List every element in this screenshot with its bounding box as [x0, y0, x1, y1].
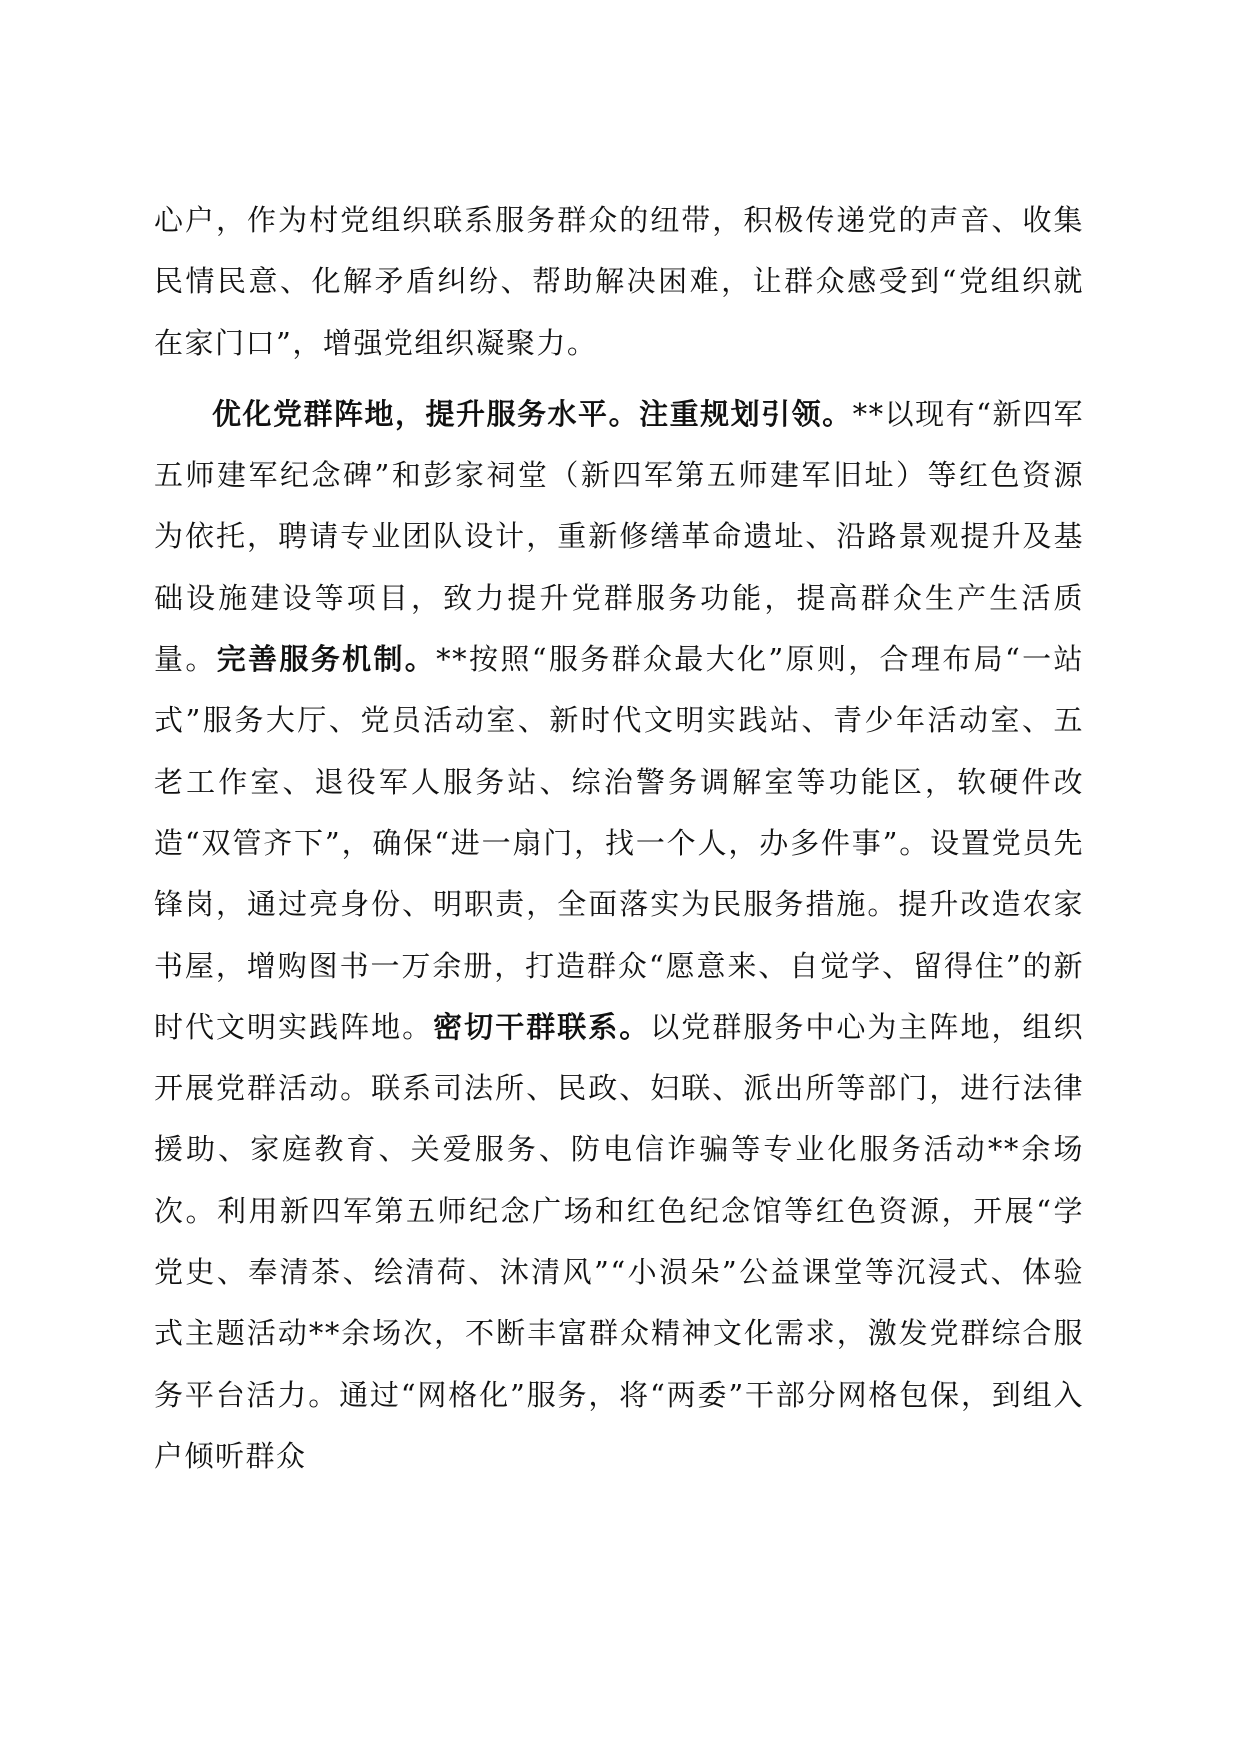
subheading-service-mechanism: 完善服务机制。: [216, 642, 437, 677]
planning-text: **以现有“新四军五师建军纪念碑”和彭家祠堂（新四军第五师建军旧址）等红色资源为依托，聘请专业团队设计，重新修缮革命遗址、沿路景观提升及基础设施建设等项目，致力提升党群服务功能，提高群众生产生活质量。: [154, 396, 1084, 677]
section-heading: 优化党群阵地，提升服务水平。: [212, 396, 640, 431]
paragraph-1-text: 心户，作为村党组织联系服务群众的纽带，积极传递党的声音、收集民情民意、化解矛盾纠纷、帮助解决困难，让群众感受到“党组织就在家门口”，增强党组织凝聚力。: [154, 203, 1084, 360]
service-mechanism-text: **按照“服务群众最大化”原则，合理布局“一站式”服务大厅、党员活动室、新时代文明实践站、青少年活动室、五老工作室、退役军人服务站、综治警务调解室等功能区，软硬件改造“双管齐下”，确保“进一扇门，找一个人，办多件事”。设置党员先锋岗，通过亮身份、明职责，全面落实为民服务措施。提升改造农家书屋，增购图书一万余册，打造群众“愿意来、自觉学、留得住”的新时代文明实践阵地。: [154, 642, 1084, 1044]
document-body: [154, 190, 1084, 1487]
paragraph-1: [154, 190, 1084, 374]
paragraph-2: [154, 384, 1084, 1487]
subheading-planning: 注重规划引领。: [639, 396, 853, 431]
subheading-cadre-relations: 密切干群联系。: [433, 1009, 651, 1044]
cadre-relations-text: 以党群服务中心为主阵地，组织开展党群活动。联系司法所、民政、妇联、派出所等部门，进行法律援助、家庭教育、关爱服务、防电信诈骗等专业化服务活动**余场次。利用新四军第五师纪念广场和红色纪念馆等红色资源，开展“学党史、奉清茶、绘清荷、沐清风”“小涢朵”公益课堂等沉浸式、体验式主题活动**余场次，不断丰富群众精神文化需求，激发党群综合服务平台活力。通过“网格化”服务，将“两委”干部分网格包保，到组入户倾听群众: [154, 1009, 1084, 1473]
